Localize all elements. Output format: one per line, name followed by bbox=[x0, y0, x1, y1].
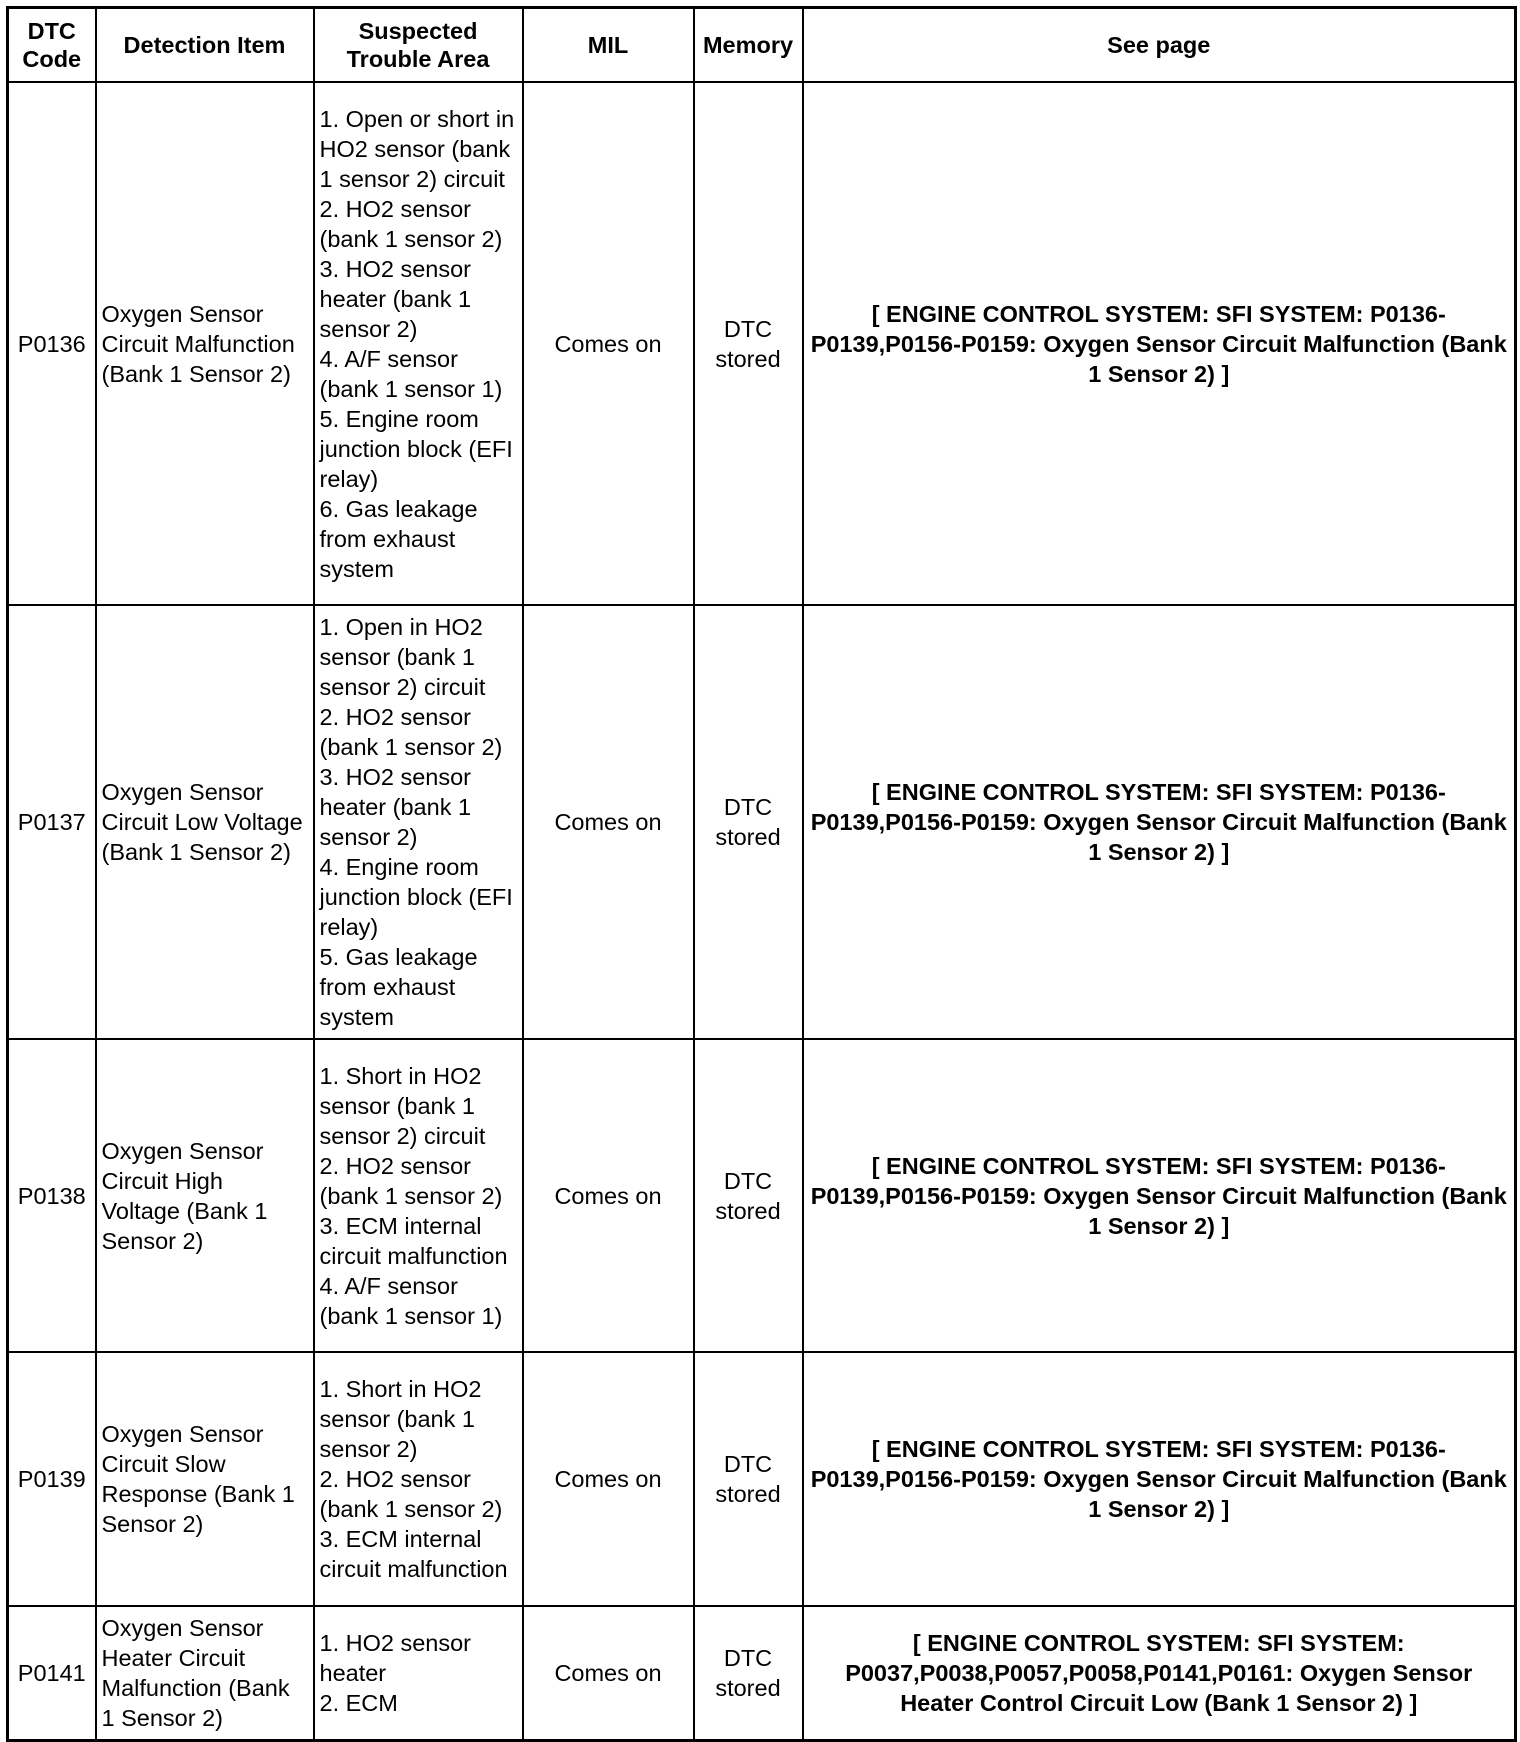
trouble-area-item: 2. HO2 sensor (bank 1 sensor 2) bbox=[319, 195, 503, 252]
trouble-area-cell bbox=[314, 1352, 523, 1606]
trouble-area-item: 4. A/F sensor (bank 1 sensor 1) bbox=[319, 1272, 503, 1329]
trouble-area-item: 6. Gas leakage from exhaust system bbox=[319, 495, 478, 582]
header-see-page: See page bbox=[803, 8, 1516, 83]
detection-item-cell: Oxygen Sensor Circuit High Voltage (Bank 1 Sensor 2) bbox=[96, 1039, 314, 1352]
see-page-link[interactable]: [ ENGINE CONTROL SYSTEM: SFI SYSTEM: P0136-P0139,P0156-P0159: Oxygen Sensor Circuit Malfunction (Bank 1 Sensor 2) ] bbox=[803, 82, 1516, 605]
dtc-code-cell: P0139 bbox=[8, 1352, 96, 1606]
dtc-code-cell: P0141 bbox=[8, 1606, 96, 1740]
trouble-area-item: 1. Open or short in HO2 sensor (bank 1 sensor 2) circuit bbox=[319, 105, 515, 192]
mil-cell: Comes on bbox=[523, 82, 694, 605]
trouble-area-item: 2. ECM bbox=[319, 1689, 398, 1716]
header-row bbox=[8, 8, 1516, 83]
mil-cell: Comes on bbox=[523, 605, 694, 1039]
dtc-code-cell: P0138 bbox=[8, 1039, 96, 1352]
table-row bbox=[8, 1039, 1516, 1352]
trouble-area-cell bbox=[314, 605, 523, 1039]
memory-cell: DTC stored bbox=[694, 1606, 803, 1740]
header-mil: MIL bbox=[523, 8, 694, 83]
trouble-area-item: 2. HO2 sensor (bank 1 sensor 2) bbox=[319, 1466, 503, 1522]
memory-cell: DTC stored bbox=[694, 1039, 803, 1352]
detection-item-cell: Oxygen Sensor Circuit Malfunction (Bank 1 Sensor 2) bbox=[96, 82, 314, 605]
see-page-link[interactable]: [ ENGINE CONTROL SYSTEM: SFI SYSTEM: P0136-P0139,P0156-P0159: Oxygen Sensor Circuit Malfunction (Bank 1 Sensor 2) ] bbox=[803, 605, 1516, 1039]
table-row bbox=[8, 82, 1516, 605]
trouble-area-cell bbox=[314, 1039, 523, 1352]
mil-cell: Comes on bbox=[523, 1606, 694, 1740]
trouble-area-item: 2. HO2 sensor (bank 1 sensor 2) bbox=[319, 1152, 503, 1209]
trouble-area-item: 1. Open in HO2 sensor (bank 1 sensor 2) circuit bbox=[319, 614, 486, 700]
trouble-area-cell bbox=[314, 1606, 523, 1740]
trouble-area-item: 4. A/F sensor (bank 1 sensor 1) bbox=[319, 345, 503, 402]
detection-item-cell: Oxygen Sensor Heater Circuit Malfunction (Bank 1 Sensor 2) bbox=[96, 1606, 314, 1740]
header-detection-item: Detection Item bbox=[96, 8, 314, 83]
see-page-link[interactable]: [ ENGINE CONTROL SYSTEM: SFI SYSTEM: P0037,P0038,P0057,P0058,P0141,P0161: Oxygen Sensor Heater Control Circuit Low (Bank 1 Sensor 2) ] bbox=[803, 1606, 1516, 1740]
trouble-area-item: 4. Engine room junction block (EFI relay) bbox=[319, 854, 513, 940]
see-page-link[interactable]: [ ENGINE CONTROL SYSTEM: SFI SYSTEM: P0136-P0139,P0156-P0159: Oxygen Sensor Circuit Malfunction (Bank 1 Sensor 2) ] bbox=[803, 1039, 1516, 1352]
trouble-area-cell bbox=[314, 82, 523, 605]
mil-cell: Comes on bbox=[523, 1039, 694, 1352]
trouble-area-item: 3. ECM internal circuit malfunction bbox=[319, 1526, 508, 1582]
trouble-area-item: 5. Engine room junction block (EFI relay) bbox=[319, 405, 513, 492]
dtc-table bbox=[6, 6, 1517, 1742]
memory-cell: DTC stored bbox=[694, 82, 803, 605]
trouble-area-item: 5. Gas leakage from exhaust system bbox=[319, 944, 478, 1030]
trouble-area-item: 1. Short in HO2 sensor (bank 1 sensor 2) bbox=[319, 1376, 482, 1462]
trouble-area-item: 1. Short in HO2 sensor (bank 1 sensor 2) circuit bbox=[319, 1062, 486, 1149]
table-row bbox=[8, 1352, 1516, 1606]
detection-item-cell: Oxygen Sensor Circuit Low Voltage (Bank 1 Sensor 2) bbox=[96, 605, 314, 1039]
trouble-area-item: 1. HO2 sensor heater bbox=[319, 1629, 472, 1686]
table-row bbox=[8, 1606, 1516, 1740]
dtc-code-cell: P0136 bbox=[8, 82, 96, 605]
memory-cell: DTC stored bbox=[694, 605, 803, 1039]
trouble-area-item: 3. HO2 sensor heater (bank 1 sensor 2) bbox=[319, 255, 472, 342]
memory-cell: DTC stored bbox=[694, 1352, 803, 1606]
table-row bbox=[8, 605, 1516, 1039]
header-memory: Memory bbox=[694, 8, 803, 83]
detection-item-cell: Oxygen Sensor Circuit Slow Response (Bank 1 Sensor 2) bbox=[96, 1352, 314, 1606]
see-page-link[interactable]: [ ENGINE CONTROL SYSTEM: SFI SYSTEM: P0136-P0139,P0156-P0159: Oxygen Sensor Circuit Malfunction (Bank 1 Sensor 2) ] bbox=[803, 1352, 1516, 1606]
trouble-area-item: 3. HO2 sensor heater (bank 1 sensor 2) bbox=[319, 764, 472, 850]
dtc-code-cell: P0137 bbox=[8, 605, 96, 1039]
header-suspected-trouble-area: Suspected Trouble Area bbox=[314, 8, 523, 83]
mil-cell: Comes on bbox=[523, 1352, 694, 1606]
header-dtc-code: DTC Code bbox=[8, 8, 96, 83]
trouble-area-item: 3. ECM internal circuit malfunction bbox=[319, 1212, 508, 1269]
trouble-area-item: 2. HO2 sensor (bank 1 sensor 2) bbox=[319, 704, 503, 760]
